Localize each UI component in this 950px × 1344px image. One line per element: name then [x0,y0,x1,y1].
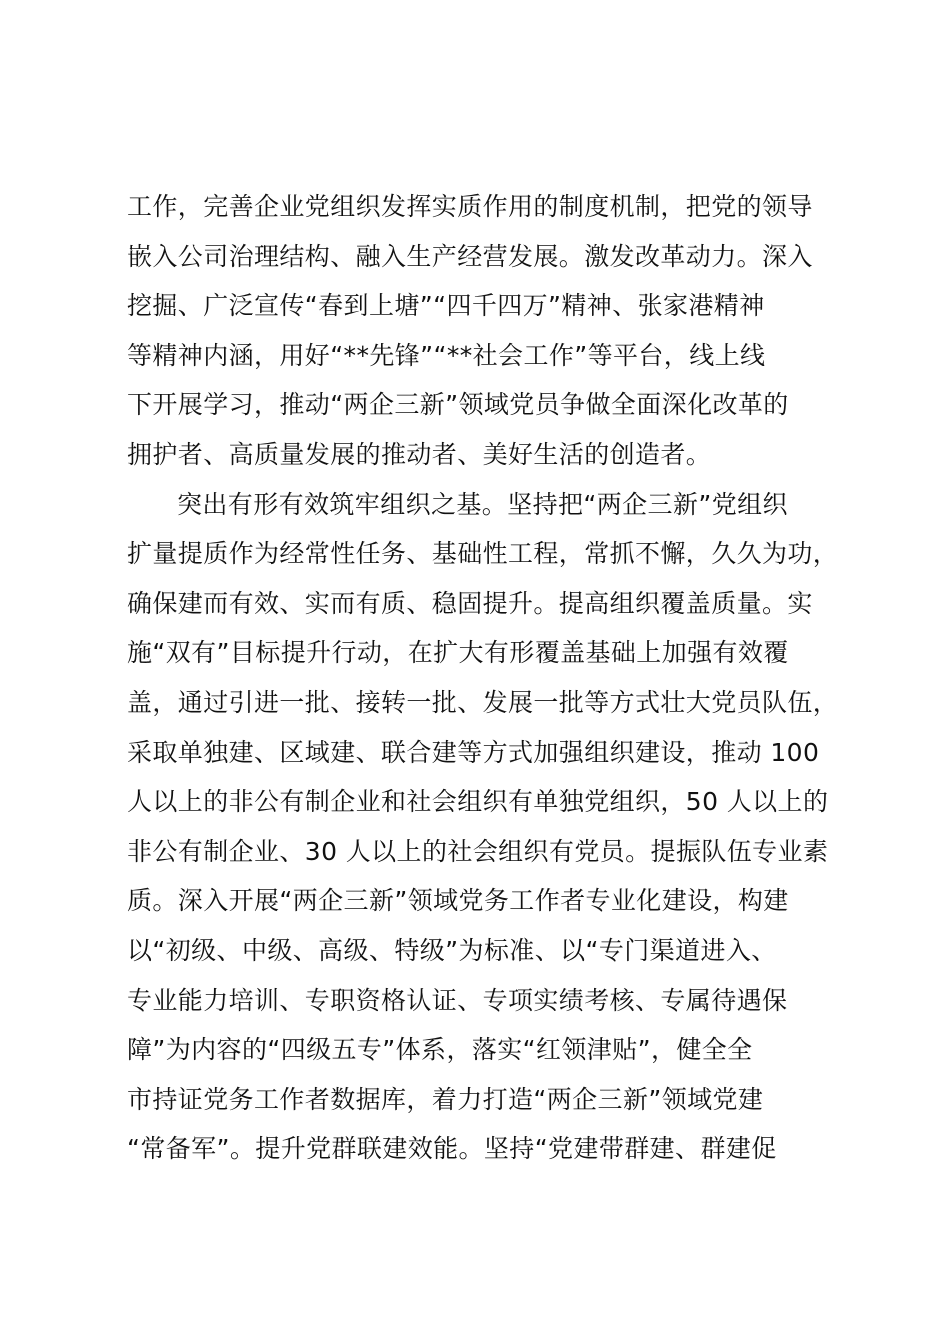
text-line: 人以上的非公有制企业和社会组织有单独党组织，50 人以上的 [127,787,829,817]
text-line: 专业能力培训、专职资格认证、专项实绩考核、专属待遇保 [127,985,788,1015]
body-text [127,182,847,1174]
text-line: 盖，通过引进一批、接转一批、发展一批等方式壮大党员队伍， [127,687,839,717]
text-line: 挖掘、广泛宣传“春到上塘”“四千四万”精神、张家港精神 [127,291,765,321]
text-line: 工作，完善企业党组织发挥实质作用的制度机制，把党的领导 [127,192,813,221]
paragraph-start-line: 突出有形有效筑牢组织之基。坚持把“两企三新”党组织 [177,489,788,519]
text-line: 施“双有”目标提升行动，在扩大有形覆盖基础上加强有效覆 [127,638,789,668]
text-line: 市持证党务工作者数据库，着力打造“两企三新”领域党建 [127,1084,764,1114]
text-line: 非公有制企业、30 人以上的社会组织有党员。提振队伍专业素 [127,836,829,866]
text-line: 质。深入开展“两企三新”领域党务工作者专业化建设，构建 [127,886,789,916]
text-line: 拥护者、高质量发展的推动者、美好生活的创造者。 [127,439,712,469]
text-line: 确保建而有效、实而有质、稳固提升。提高组织覆盖质量。实 [127,588,813,618]
text-line: 扩量提质作为经常性任务、基础性工程，常抓不懈，久久为功， [127,539,839,569]
text-line: 采取单独建、区域建、联合建等方式加强组织建设，推动 100 [127,737,820,767]
text-line: “常备军”。提升党群联建效能。坚持“党建带群建、群建促 [127,1134,777,1164]
text-line: 等精神内涵，用好“**先锋”“**社会工作”等平台，线上线 [127,340,766,370]
text-line: 以“初级、中级、高级、特级”为标准、以“专门渠道进入、 [127,935,777,965]
text-line: 下开展学习，推动“两企三新”领域党员争做全面深化改革的 [127,390,789,420]
text-line: 嵌入公司治理结构、融入生产经营发展。激发改革动力。深入 [127,241,813,271]
text-line: 障”为内容的“四级五专”体系，落实“红领津贴”，健全全 [127,1035,753,1065]
